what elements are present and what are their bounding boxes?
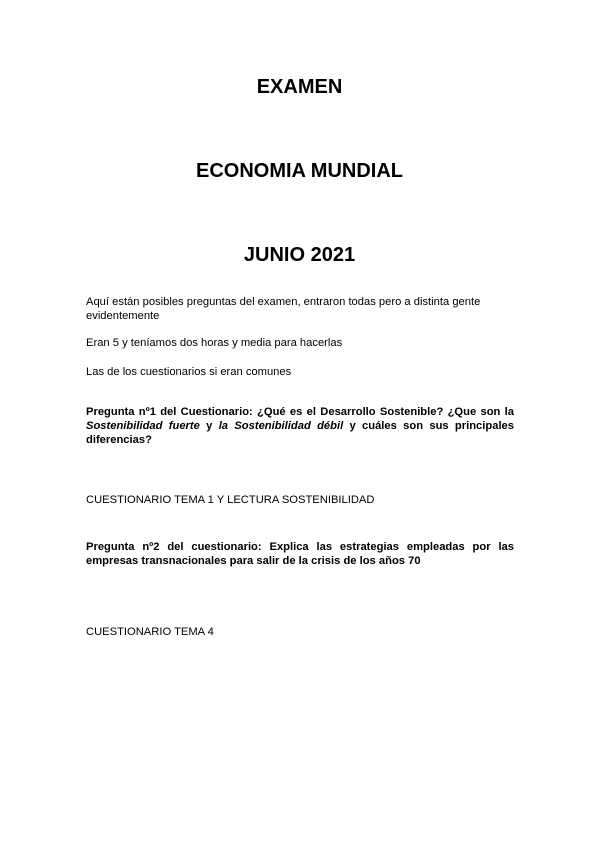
intro-paragraph-1: Aquí están posibles preguntas del examen, entraron todas pero a distinta gente evidentemente: [86, 296, 481, 322]
question-1-text-a: Pregunta nº1 del Cuestionario: ¿Qué es el Desarrollo Sostenible? ¿Que son la: [86, 406, 514, 418]
intro-paragraph-3: Las de los cuestionarios si eran comunes: [86, 366, 292, 378]
question-2: Pregunta nº2 del cuestionario: Explica las estrategias empleadas por las empresas transnacionales para salir de la crisis de los años 70: [86, 541, 514, 567]
question-1-text-b: y: [199, 420, 219, 432]
title-junio-2021: JUNIO 2021: [243, 244, 356, 266]
title-examen: EXAMEN: [256, 76, 343, 98]
question-1-text-c: y cuáles son sus principales diferencias?: [86, 420, 514, 446]
question-1-italic-debil: la Sostenibilidad débil: [218, 420, 344, 432]
title-economia-mundial: ECONOMIA MUNDIAL: [195, 160, 404, 182]
intro-paragraph-2: Eran 5 y teníamos dos horas y media para hacerlas: [86, 337, 343, 349]
topic-label-1: CUESTIONARIO TEMA 1 Y LECTURA SOSTENIBILIDAD: [86, 494, 375, 506]
topic-label-2: CUESTIONARIO TEMA 4: [86, 626, 214, 638]
question-1-italic-fuerte: Sostenibilidad fuerte: [86, 420, 200, 432]
question-1: [86, 405, 514, 447]
